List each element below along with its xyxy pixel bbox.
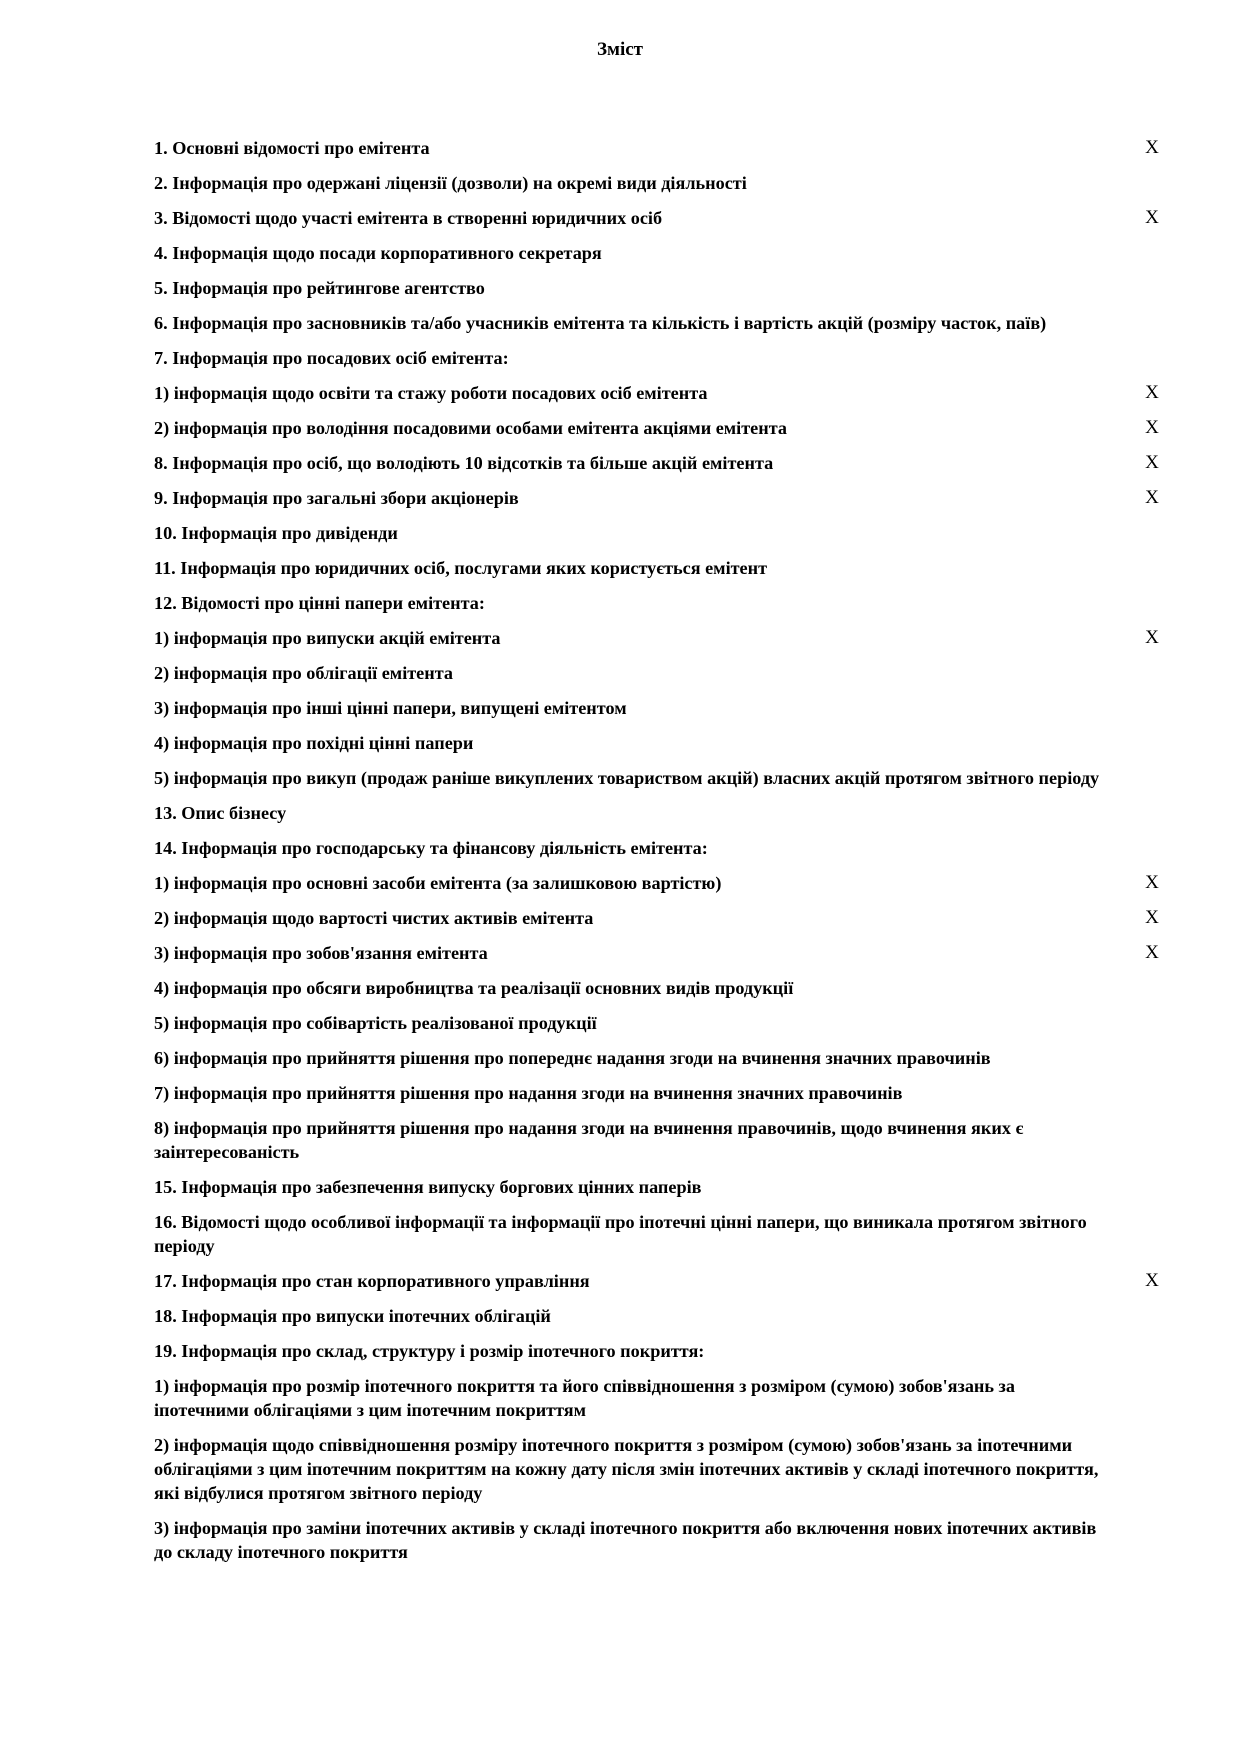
- toc-item-text: 6) інформація про прийняття рішення про попереднє надання згоди на вчинення значних правочинів: [154, 1048, 991, 1068]
- toc-item-text: 15. Інформація про забезпечення випуску боргових цінних паперів: [154, 1177, 702, 1197]
- toc-item: [154, 346, 1164, 370]
- toc-item-text: 5. Інформація про рейтингове агентство: [154, 278, 485, 298]
- toc-item: [154, 1433, 1164, 1505]
- toc-item: [154, 801, 1164, 825]
- toc-item-mark: X: [1145, 452, 1159, 473]
- toc-item-text: 3) інформація про інші цінні папери, випущені емітентом: [154, 698, 627, 718]
- toc-item: [154, 1374, 1164, 1422]
- toc-item: [154, 906, 1164, 930]
- toc-item: [154, 696, 1164, 720]
- toc-item: [154, 276, 1164, 300]
- toc-item-text: 3. Відомості щодо участі емітента в створенні юридичних осіб: [154, 208, 663, 228]
- toc-item: [154, 311, 1164, 335]
- page-title: Зміст: [596, 39, 643, 60]
- toc-item: [154, 1011, 1164, 1035]
- toc-item-text: 17. Інформація про стан корпоративного управління: [154, 1271, 590, 1291]
- toc-item-text: 2. Інформація про одержані ліцензії (дозволи) на окремі види діяльності: [154, 173, 747, 193]
- toc-item-text: 18. Інформація про випуски іпотечних облігацій: [154, 1306, 551, 1326]
- toc-item: [154, 731, 1164, 755]
- toc-item: [154, 136, 1164, 160]
- toc-item: [154, 521, 1164, 545]
- toc-item: [154, 591, 1164, 615]
- toc-item-text: 2) інформація щодо співвідношення розміру іпотечного покриття з розміром (сумою) зобов'язань за іпотечними облігаціями з цим іпотечним покриттям на кожну дату після змін іпотечних активів у складі іпотечного покриття, які відбулися протягом звітного періоду: [154, 1435, 1099, 1503]
- toc-item-text: 4) інформація про обсяги виробництва та реалізації основних видів продукції: [154, 978, 794, 998]
- toc-item-mark: X: [1145, 137, 1159, 158]
- toc-item: [154, 661, 1164, 685]
- toc-item: [154, 1116, 1164, 1164]
- toc-item: [154, 171, 1164, 195]
- toc-item: [154, 1210, 1164, 1258]
- toc-item-text: 8) інформація про прийняття рішення про надання згоди на вчинення правочинів, щодо вчинення яких є заінтересованість: [154, 1118, 1024, 1162]
- toc-item-text: 16. Відомості щодо особливої інформації та інформації про іпотечні цінні папери, що виникала протягом звітного періоду: [154, 1212, 1087, 1256]
- toc-item: [154, 871, 1164, 895]
- toc-item: [154, 626, 1164, 650]
- toc-item-text: 1) інформація щодо освіти та стажу роботи посадових осіб емітента: [154, 383, 708, 403]
- toc-item: [154, 1175, 1164, 1199]
- toc-item: [154, 976, 1164, 1000]
- toc-item: [154, 486, 1164, 510]
- toc-item-text: 9. Інформація про загальні збори акціонерів: [154, 488, 519, 508]
- toc-item: [154, 1046, 1164, 1070]
- toc-item-text: 6. Інформація про засновників та/або учасників емітента та кількість і вартість акцій (розміру часток, паїв): [154, 313, 1047, 333]
- toc-item-text: 8. Інформація про осіб, що володіють 10 відсотків та більше акцій емітента: [154, 453, 774, 473]
- toc-item: [154, 766, 1164, 790]
- toc-item: [154, 836, 1164, 860]
- toc-item-mark: X: [1145, 942, 1159, 963]
- toc-item-text: 3) інформація про заміни іпотечних активів у складі іпотечного покриття або включення нових іпотечних активів до складу іпотечного покриття: [154, 1518, 1097, 1562]
- toc-item: [154, 1304, 1164, 1328]
- toc-item: [154, 241, 1164, 265]
- toc-item-text: 7. Інформація про посадових осіб емітента:: [154, 348, 509, 368]
- toc-item-text: 1) інформація про випуски акцій емітента: [154, 628, 501, 648]
- toc-item-mark: X: [1145, 382, 1159, 403]
- toc-item-text: 14. Інформація про господарську та фінансову діяльність емітента:: [154, 838, 708, 858]
- toc-item-text: 13. Опис бізнесу: [154, 803, 287, 823]
- toc-item-text: 11. Інформація про юридичних осіб, послугами яких користується емітент: [154, 558, 768, 578]
- toc-item-mark: X: [1145, 627, 1159, 648]
- toc-item-text: 1) інформація про розмір іпотечного покриття та його співвідношення з розміром (сумою) зобов'язань за іпотечними облігаціями з цим іпотечним покриттям: [154, 1376, 1015, 1420]
- toc-item: [154, 941, 1164, 965]
- toc-item: [154, 556, 1164, 580]
- toc-item-text: 1) інформація про основні засоби емітента (за залишковою вартістю): [154, 873, 722, 893]
- toc-item: [154, 1081, 1164, 1105]
- toc-item-mark: X: [1145, 207, 1159, 228]
- toc-item-text: 2) інформація про облігації емітента: [154, 663, 453, 683]
- toc-item-text: 1. Основні відомості про емітента: [154, 138, 430, 158]
- toc-item-text: 4) інформація про похідні цінні папери: [154, 733, 474, 753]
- toc-item: [154, 451, 1164, 475]
- toc-item-text: 3) інформація про зобов'язання емітента: [154, 943, 488, 963]
- toc-item-text: 2) інформація про володіння посадовими особами емітента акціями емітента: [154, 418, 787, 438]
- toc-item: [154, 381, 1164, 405]
- toc-item: [154, 1516, 1164, 1564]
- toc-item-text: 5) інформація про собівартість реалізованої продукції: [154, 1013, 597, 1033]
- toc-item: [154, 1339, 1164, 1363]
- toc-item-text: 7) інформація про прийняття рішення про надання згоди на вчинення значних правочинів: [154, 1083, 903, 1103]
- toc-item-text: 4. Інформація щодо посади корпоративного секретаря: [154, 243, 602, 263]
- toc-item-text: 10. Інформація про дивіденди: [154, 523, 398, 543]
- toc-item: [154, 416, 1164, 440]
- toc-item-mark: X: [1145, 487, 1159, 508]
- toc-item-mark: X: [1145, 872, 1159, 893]
- toc-item-mark: X: [1145, 417, 1159, 438]
- toc-item: [154, 206, 1164, 230]
- toc-item-text: 5) інформація про викуп (продаж раніше викуплених товариством акцій) власних акцій протягом звітного періоду: [154, 768, 1100, 788]
- toc-item-text: 2) інформація щодо вартості чистих активів емітента: [154, 908, 594, 928]
- toc-item-mark: X: [1145, 1270, 1159, 1291]
- toc-item-text: 19. Інформація про склад, структуру і розмір іпотечного покриття:: [154, 1341, 705, 1361]
- toc-item-text: 12. Відомості про цінні папери емітента:: [154, 593, 485, 613]
- table-of-contents: [154, 136, 1164, 1575]
- toc-item-mark: X: [1145, 907, 1159, 928]
- toc-item: [154, 1269, 1164, 1293]
